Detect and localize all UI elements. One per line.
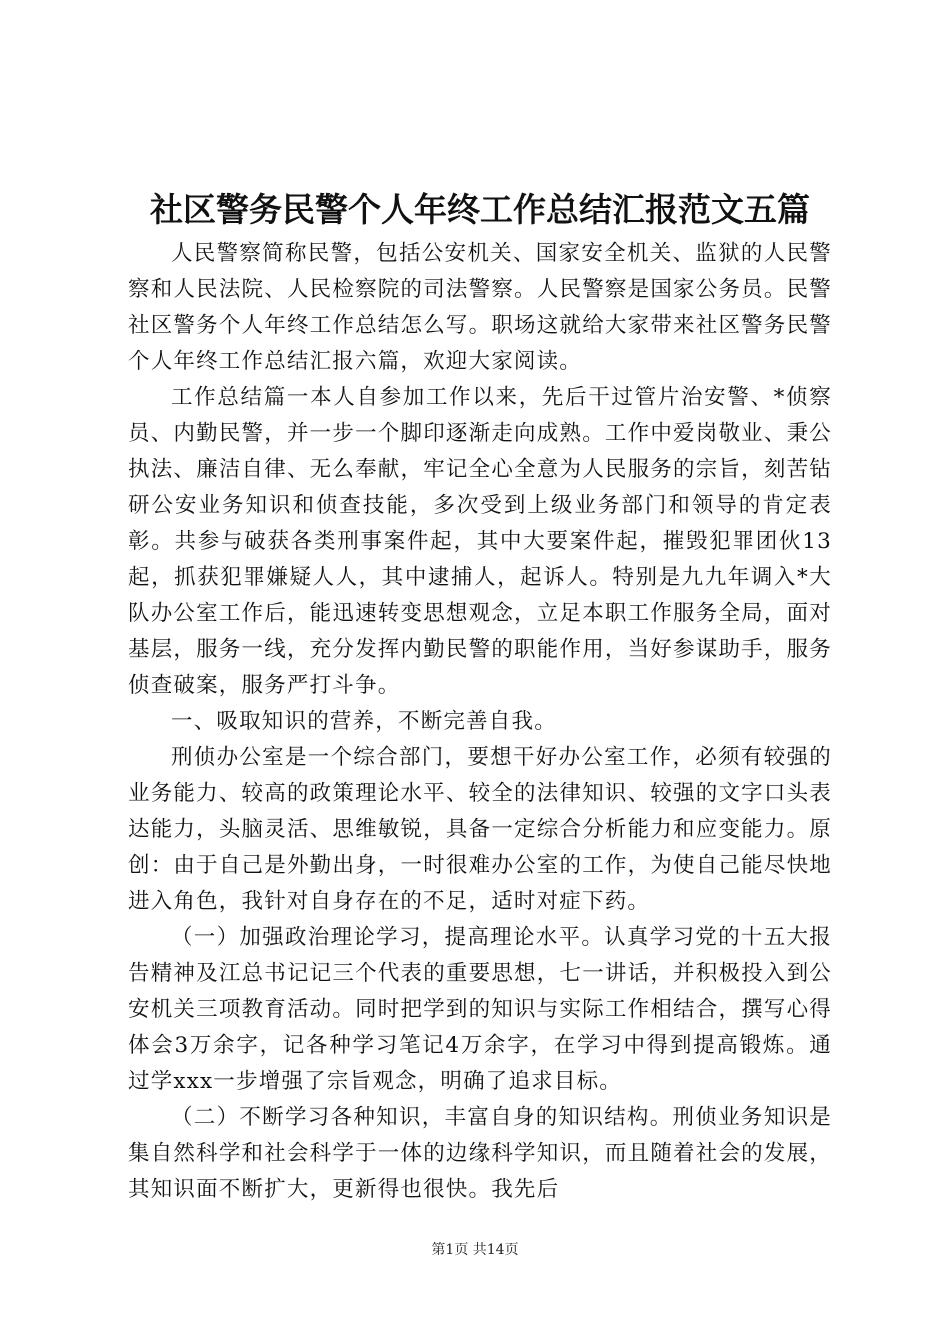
section-heading-one: 一、吸取知识的营养，不断完善自我。 <box>171 709 557 734</box>
page-footer: 第1页 共14页 <box>431 1242 519 1258</box>
paragraph-summary-one: 工作总结篇一本人自参加工作以来，先后干过管片治安警、*侦察员、内勤民警，并一步一个脚印逐渐走向成熟。工作中爱岗敬业、秉公执法、廉洁自律、无么奉献，牢记全心全意为人民服务的宗旨，刻苦钻研公安业务知识和侦查技能，多次受到上级业务部门和领导的肯定表彰。共参与破获各类刑事案件起，其中大要案件起，摧毁犯罪团伙13起，抓获犯罪嫌疑人人，其中逮捕人，起诉人。特别是九九年调入*大队办公室工作后，能迅速转变思想观念，立足本职工作服务全局，面对基层，服务一线，充分发挥内勤民警的职能作用，当好参谋助手，服务侦查破案，服务严打斗争。 <box>128 385 832 698</box>
paragraph-knowledge-study: （二）不断学习各种知识，丰富自身的知识结构。刑侦业务知识是集自然科学和社会科学于一体的边缘科学知识，而且随着社会的发展，其知识面不断扩大，更新得也很快。我先后 <box>128 1105 832 1202</box>
paragraph-intro: 人民警察简称民警，包括公安机关、国家安全机关、监狱的人民警察和人民法院、人民检察院的司法警察。人民警察是国家公务员。民警社区警务个人年终工作总结怎么写。职场这就给大家带来社区警务民警个人年终工作总结汇报六篇，欢迎大家阅读。 <box>128 241 832 374</box>
paragraph-political-study: （一）加强政治理论学习，提高理论水平。认真学习党的十五大报告精神及江总书记记三个代表的重要思想，七一讲话，并积极投入到公安机关三项教育活动。同时把学到的知识与实际工作相结合，撰写心得体会3万余字，记各种学习笔记4万余字，在学习中得到提高锻炼。通过学xxx一步增强了宗旨观念，明确了追求目标。 <box>128 925 832 1094</box>
paragraph-office-work: 刑侦办公室是一个综合部门，要想干好办公室工作，必须有较强的业务能力、较高的政策理论水平、较全的法律知识、较强的文字口头表达能力，头脑灵活、思维敏锐，具备一定综合分析能力和应变能力。原创：由于自己是外勤出身，一时很难办公室的工作，为使自己能尽快地进入角色，我针对自身存在的不足，适时对症下药。 <box>128 745 832 914</box>
document-body <box>128 236 832 1208</box>
document-title: 社区警务民警个人年终工作总结汇报范文五篇 <box>150 190 810 229</box>
